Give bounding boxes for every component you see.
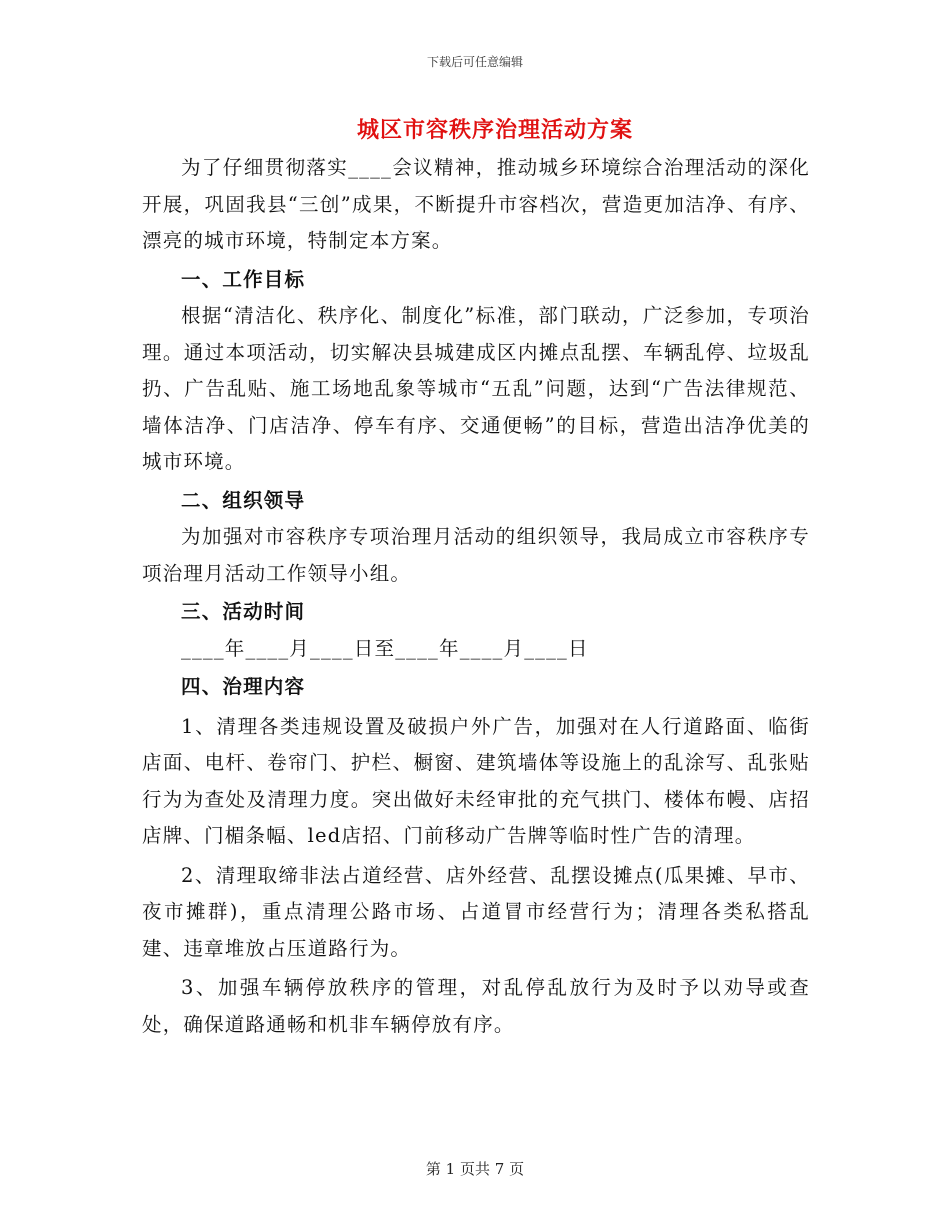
governance-item: 1、清理各类违规设置及破损户外广告，加强对在人行道路面、临街店面、电杆、卷帘门、护栏、橱窗、建筑墙体等设施上的乱涂写、乱张贴行为为查处及清理力度。突出做好未经审批的充气拱门、楼体布幔、店招店牌、门楣条幅、led店招、门前移动广告牌等临时性广告的清理。 (142, 714, 810, 847)
section-body-organization: 为加强对市容秩序专项治理月活动的组织领导，我局成立市容秩序专项治理月活动工作领导小组。 (142, 525, 810, 585)
governance-item: 3、加强车辆停放秩序的管理，对乱停乱放行为及时予以劝导或查处，确保道路通畅和机非车辆停放有序。 (142, 976, 810, 1036)
section-heading-governance-content: 四、治理内容 (181, 675, 306, 698)
section-heading-organization: 二、组织领导 (181, 488, 306, 512)
governance-item: 2、清理取缔非法占道经营、店外经营、乱摆设摊点(瓜果摊、早市、夜市摊群)，重点清理公路市场、占道冒市经营行为；清理各类私搭乱建、违章堆放占压道路行为。 (142, 863, 810, 960)
page-number-footer: 第 1 页共 7 页 (425, 1160, 525, 1178)
section-body-activity-time: ____年____月____日至____年____月____日 (181, 636, 589, 660)
section-heading-activity-time: 三、活动时间 (181, 600, 306, 623)
section-heading-work-goals: 一、工作目标 (181, 267, 306, 291)
page-header-note: 下载后可任意编辑 (426, 55, 523, 69)
document-title: 城区市容秩序治理活动方案 (356, 117, 633, 143)
section-body-work-goals: 根据“清洁化、秩序化、制度化”标准，部门联动，广泛参加，专项治理。通过本项活动，切实解决县城建成区内摊点乱摆、车辆乱停、垃圾乱扔、广告乱贴、施工场地乱象等城市“五乱”问题，达到“广告法律规范、墙体洁净、门店洁净、停车有序、交通便畅”的目标，营造出洁净优美的城市环境。 (142, 304, 810, 473)
document-body (142, 150, 810, 1043)
intro-paragraph: 为了仔细贯彻落实____会议精神，推动城乡环境综合治理活动的深化开展，巩固我县“三创”成果，不断提升市容档次，营造更加洁净、有序、漂亮的城市环境，特制定本方案。 (142, 156, 810, 252)
